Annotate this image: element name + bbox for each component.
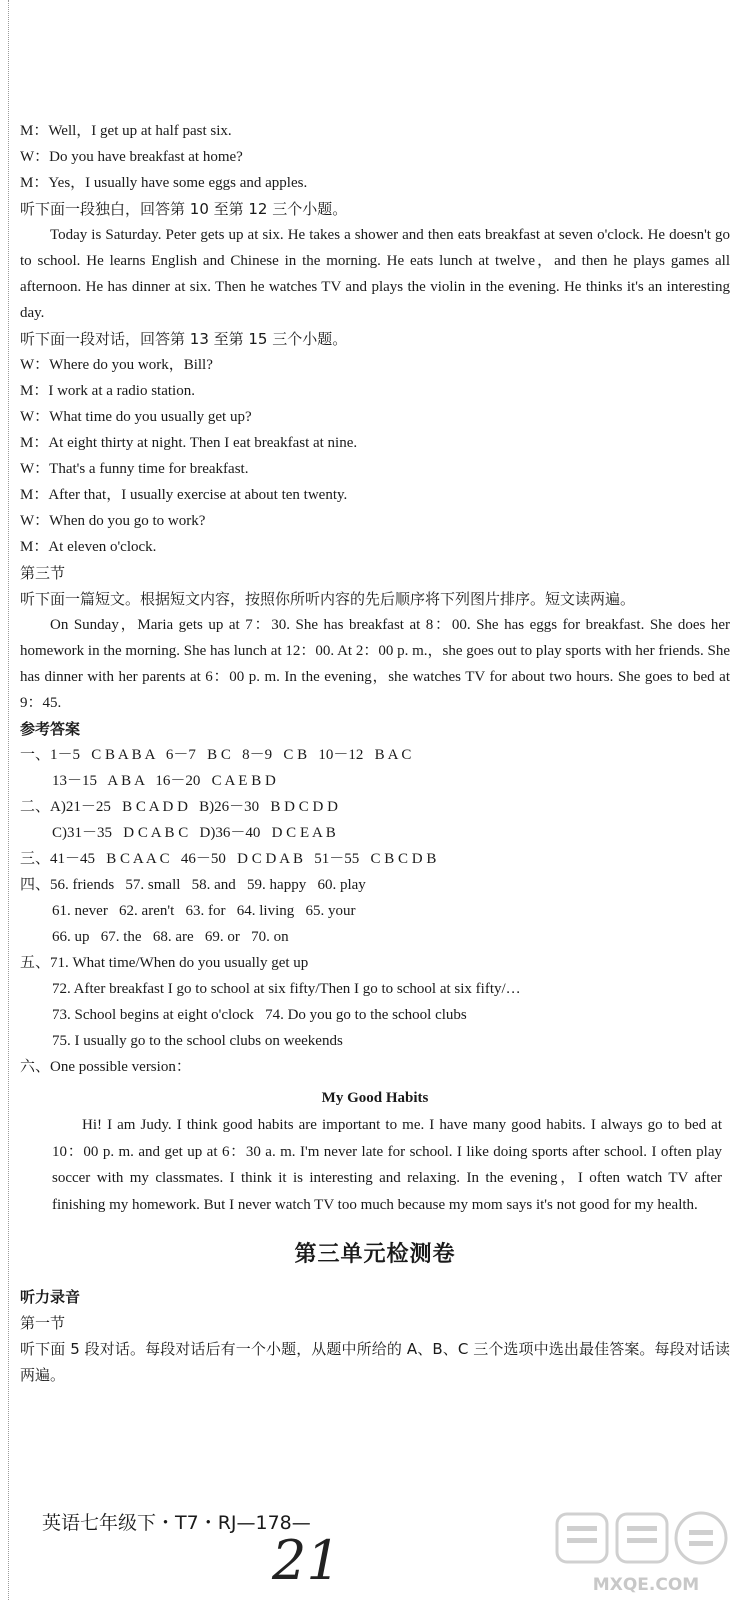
dialog-line: W：What time do you usually get up?	[20, 409, 252, 425]
watermark-logo	[551, 1508, 741, 1598]
dialog-line: M：I work at a radio station.	[20, 383, 195, 399]
answers-heading: 参考答案	[20, 720, 81, 738]
answer-line: 66. up 67. the 68. are 69. or 70. on	[52, 929, 289, 945]
unit-title: 第三单元检测卷	[294, 1242, 456, 1267]
binding-line	[8, 0, 9, 1600]
essay-text: Hi! I am Judy. I think good habits are important to me. I have many good habits. I always go to bed at 10：00 p. m. and get up at 6：30 a. m. I'm never late for school. I like doing sports after school. I often play soccer with my classmates. I think it is interesting and relaxing. In the evening，I often watch TV after finishing my homework. But I never watch TV too much because my mom says it's not good for my health.	[52, 1117, 722, 1213]
listening-heading: 听力录音	[20, 1288, 81, 1306]
answer-line: 72. After breakfast I go to school at six fifty/Then I go to school at six fifty/…	[52, 981, 521, 997]
dialog-line: W：When do you go to work?	[20, 513, 206, 529]
dialog-line: M：Yes，I usually have some eggs and apples.	[20, 175, 308, 191]
answer-line: 13－15 A B A 16－20 C A E B D	[52, 773, 276, 789]
dialog-line: W：Do you have breakfast at home?	[20, 149, 243, 165]
section-3-instruction: 听下面一篇短文。根据短文内容，按照你所听内容的先后顺序将下列图片排序。短文读两遍。	[20, 590, 636, 608]
answer-line: 四、56. friends 57. small 58. and 59. happy 60. play	[20, 877, 366, 893]
answer-line: 一、1－5 C B A B A 6－7 B C 8－9 C B 10－12 B A C	[20, 747, 412, 763]
section-1-instruction: 听下面 5 段对话。每段对话后有一个小题，从题中所给的 A、B、C 三个选项中选出最佳答案。每段对话读两遍。	[20, 1340, 730, 1384]
watermark-text: MXQE.COM	[592, 1575, 700, 1595]
answer-line: 75. I usually go to the school clubs on weekends	[52, 1033, 343, 1049]
essay-title: My Good Habits	[321, 1090, 429, 1106]
answer-line: 六、One possible version：	[20, 1059, 191, 1075]
answer-line: 73. School begins at eight o'clock 74. Do you go to the school clubs	[52, 1007, 467, 1023]
instruction-13-15: 听下面一段对话，回答第 13 至第 15 三个小题。	[20, 330, 348, 348]
answer-line: 三、41－45 B C A A C 46－50 D C D A B 51－55 C B C D B	[20, 851, 437, 867]
passage-text: On Sunday，Maria gets up at 7：30. She has breakfast at 8：00. She has eggs for breakfast. She does her homework in the morning. She has lunch at 12：00. At 2：00 p. m.，she goes out to play sports with her friends. She has dinner with her parents at 6：00 p. m. In the evening，she watches TV for about two hours. She goes to bed at 9：45.	[20, 617, 730, 711]
instruction-10-12: 听下面一段独白，回答第 10 至第 12 三个小题。	[20, 200, 348, 218]
handwritten-page-number: 21	[272, 1529, 341, 1592]
dialog-line: M：After that，I usually exercise at about ten twenty.	[20, 487, 348, 503]
monologue-text: Today is Saturday. Peter gets up at six. He takes a shower and then eats breakfast at seven o'clock. He doesn't go to school. He learns English and Chinese in the morning. He eats lunch at twelve，and then he plays games all afternoon. He has dinner at six. Then he watches TV and plays the violin in the evening. He thinks it's an interesting day.	[20, 227, 730, 321]
dialog-line: W：Where do you work，Bill?	[20, 357, 213, 373]
answer-line: 二、A)21－25 B C A D D B)26－30 B D C D D	[20, 799, 338, 815]
section-3-heading: 第三节	[20, 564, 66, 582]
dialog-line: M：At eight thirty at night. Then I eat breakfast at nine.	[20, 435, 358, 451]
page-footer: 英语七年级下・T7・RJ—178—	[42, 1512, 311, 1534]
answer-line: 五、71. What time/When do you usually get up	[20, 955, 309, 971]
page-content	[20, 118, 730, 1388]
dialog-line: W：That's a funny time for breakfast.	[20, 461, 249, 477]
answer-line: 61. never 62. aren't 63. for 64. living 65. your	[52, 903, 356, 919]
section-1-heading: 第一节	[20, 1314, 66, 1332]
dialog-line: M：At eleven o'clock.	[20, 539, 157, 555]
answer-line: C)31－35 D C A B C D)36－40 D C E A B	[52, 825, 336, 841]
dialog-line: M：Well，I get up at half past six.	[20, 123, 232, 139]
